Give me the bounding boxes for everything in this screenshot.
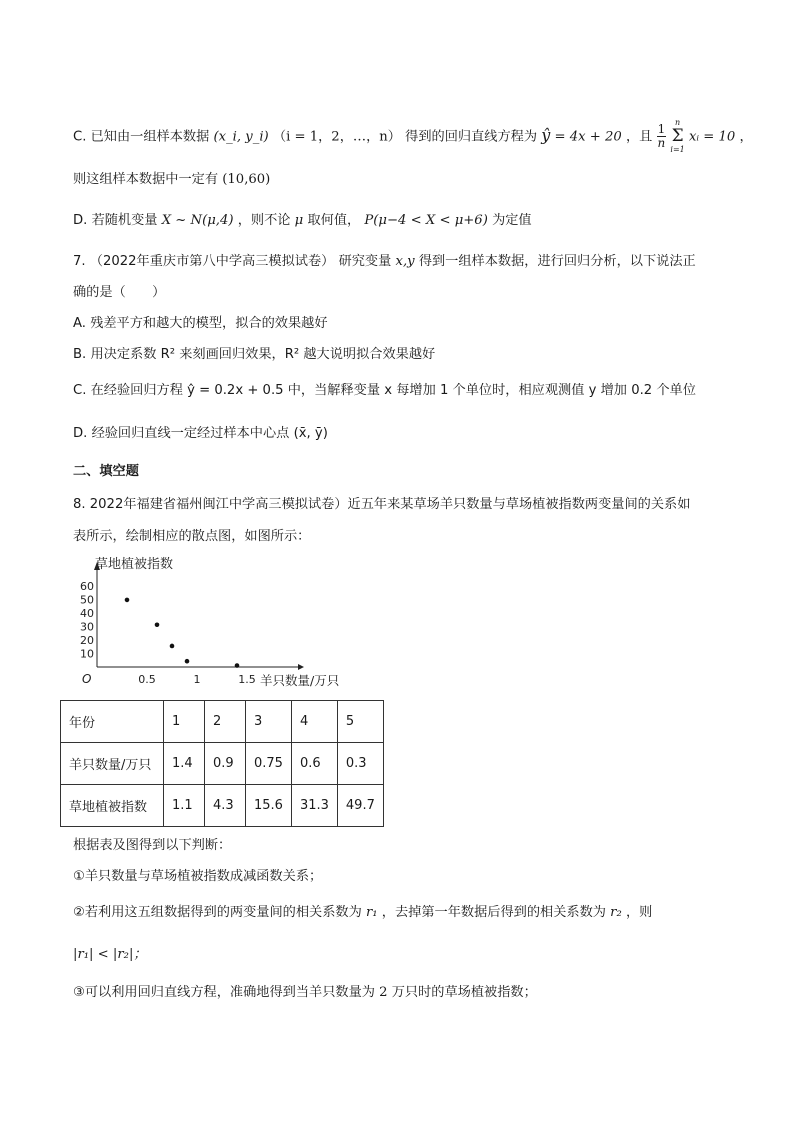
math-r1: r₁ (365, 905, 378, 920)
origin-label: O (82, 672, 92, 686)
table-cell: 0.9 (205, 743, 246, 785)
table-row (61, 701, 384, 743)
q6-option-c: C. 已知由一组样本数据 (x_i, y_i) （i = 1，2，…，n） 得到的回归直线方程为 ŷ = 4x + 20 ，且 $\frac{1}{n}$ n Σ i=1 xᵢ = 10 ， (73, 118, 753, 154)
x-tick-label: 0.5 (138, 673, 156, 686)
x-axis-arrow (298, 664, 304, 670)
data-point (235, 663, 240, 668)
option-label: C. (73, 129, 87, 145)
table-cell: 草地植被指数 (61, 785, 164, 827)
section-heading: 二、填空题 (73, 464, 139, 479)
y-tick-label: 60 (80, 580, 94, 593)
math-inequality: |r₁| < |r₂|； (73, 947, 147, 962)
table-cell: 4 (291, 701, 337, 743)
y-tick-label: 20 (80, 634, 94, 647)
y-tick-label: 30 (80, 620, 94, 634)
q6-option-c-line2: 则这组样本数据中一定有 (10,60) (73, 172, 271, 187)
q6-option-d: D. 若随机变量 X ~ N(μ,4) ，则不论 μ 取何值， P(μ−4 < X < μ+6) 为定值 (73, 213, 532, 228)
x-tick-label: 1.5 (238, 673, 256, 686)
x-axis-label: 羊只数量/万只 (260, 673, 340, 688)
table-cell: 0.75 (246, 743, 292, 785)
q8-stem: 8. 2022年福建省福州闽江中学高三模拟试卷）近五年来某草场羊只数量与草场植被指数两变量间的关系如 (73, 497, 691, 512)
data-point (155, 622, 160, 627)
table-cell: 1.4 (164, 743, 205, 785)
table-row (61, 743, 384, 785)
q7-option-a: A. 残差平方和越大的模型，拟合的效果越好 (73, 316, 328, 331)
question-number: 7. (73, 254, 86, 269)
q7-option-d: D. 经验回归直线一定经过样本中心点 (x̄, ȳ) (73, 426, 328, 441)
math-index: （i = 1，2，…，n） (272, 129, 401, 145)
data-point (170, 644, 175, 649)
q8-stem-line2: 表所示，绘制相应的散点图，如图所示： (73, 529, 311, 544)
question-source: （2022年重庆市第八中学高三模拟试卷） (89, 254, 335, 269)
table-row (61, 785, 384, 827)
y-axis-label: 草地植被指数 (95, 557, 174, 572)
q7-stem: 7. （2022年重庆市第八中学高三模拟试卷） 研究变量 x,y 得到一组样本数据，进行回归分析，以下说法正 (73, 254, 696, 269)
table-cell: 2 (205, 701, 246, 743)
option-label: D. (73, 213, 88, 228)
data-point (125, 598, 130, 603)
math-equation: = 4x + 20 (554, 129, 622, 145)
math-sum: n Σ i=1 (670, 118, 685, 154)
y-tick-label: 10 (80, 647, 94, 661)
scatter-chart (60, 550, 360, 690)
table-cell: 5 (337, 701, 383, 743)
math-dist: X ~ N(μ,4) (161, 213, 234, 228)
text: 已知由一组样本数据 (90, 129, 210, 145)
table-cell: 1.1 (164, 785, 205, 827)
math-vars: x,y (395, 254, 415, 269)
table-cell: 3 (246, 701, 292, 743)
table-cell: 年份 (61, 701, 164, 743)
table-cell: 0.3 (337, 743, 383, 785)
table-cell: 4.3 (205, 785, 246, 827)
math-yhat: ŷ (541, 125, 551, 145)
judgement-2-line2 (73, 945, 147, 965)
text: 得到的回归直线方程为 (405, 129, 538, 145)
math-fraction: $\frac{1}{n}$ (657, 122, 666, 150)
table-cell: 羊只数量/万只 (61, 743, 164, 785)
q7-stem-line2: 确的是（ ） (73, 285, 166, 300)
data-point (185, 659, 190, 664)
judgement-3: ③可以利用回归直线方程，准确地得到当羊只数量为 2 万只时的草场植被指数； (73, 985, 537, 1000)
data-table (60, 700, 384, 827)
math-pair: (x_i, y_i) (213, 129, 269, 145)
table-cell: 1 (164, 701, 205, 743)
y-tick-label: 40 (80, 607, 94, 620)
x-tick-label: 1 (193, 673, 201, 686)
math-r2: r₂ (610, 905, 622, 920)
judgement-1: ①羊只数量与草场植被指数成减函数关系； (73, 869, 323, 884)
text: ，且 (625, 129, 653, 145)
math-point: (10,60) (222, 172, 271, 187)
table-cell: 31.3 (291, 785, 337, 827)
table-cell: 49.7 (337, 785, 383, 827)
q7-option-b: B. 用决定系数 R² 来刻画回归效果，R² 越大说明拟合效果越好 (73, 347, 436, 362)
math-sum-body: xᵢ = 10 (688, 129, 736, 145)
math-mu: μ (294, 213, 304, 228)
judgement-2: ②若利用这五组数据得到的两变量间的相关系数为 r₁ ，去掉第一年数据后得到的相关系数为 r₂ ，则 (73, 905, 653, 920)
table-cell: 0.6 (291, 743, 337, 785)
y-tick-label: 50 (80, 593, 94, 607)
table-cell: 15.6 (246, 785, 292, 827)
math-prob: P(μ−4 < X < μ+6) (364, 213, 488, 228)
q7-option-c: C. 在经验回归方程 ŷ = 0.2x + 0.5 中，当解释变量 x 每增加 1 个单位时，相应观测值 y 增加 0.2 个单位 (73, 383, 696, 398)
judgement-intro: 根据表及图得到以下判断： (73, 838, 232, 853)
